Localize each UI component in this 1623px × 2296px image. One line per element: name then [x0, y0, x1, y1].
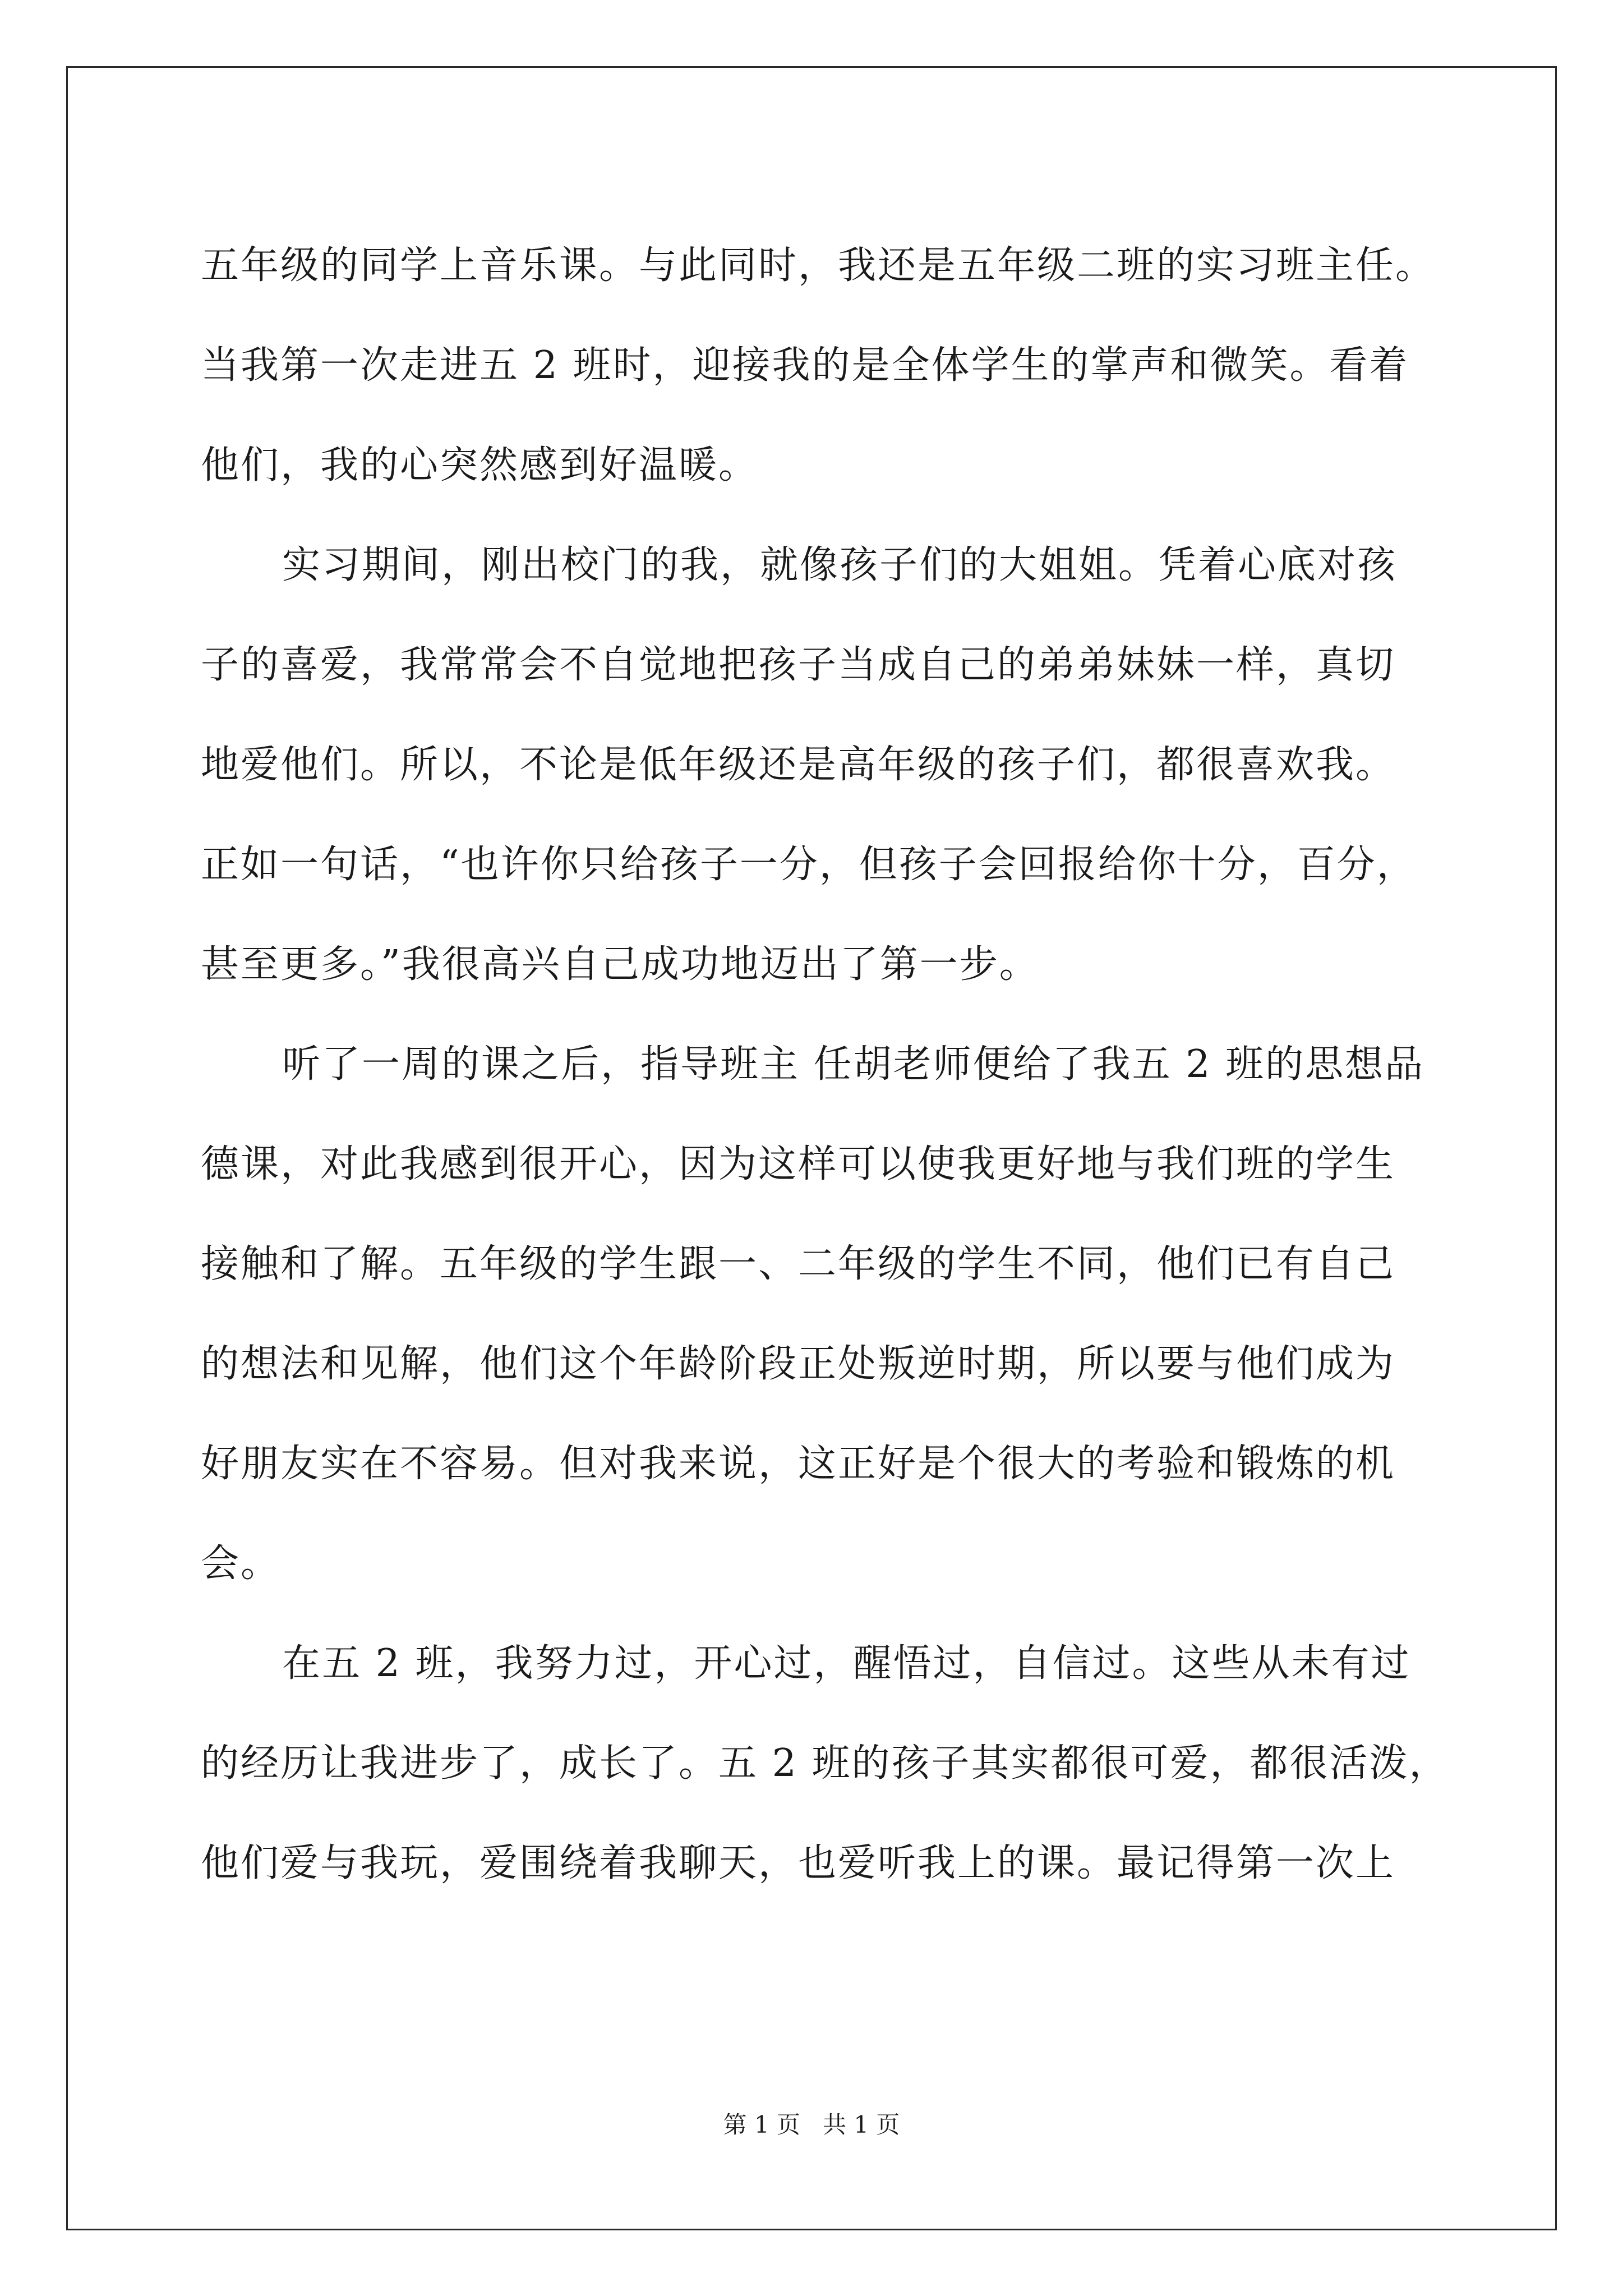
- text-line: 德课，对此我感到很开心，因为这样可以使我更好地与我们班的学生: [201, 1142, 1396, 1186]
- text-line: 好朋友实在不容易。但对我来说，这正好是个很大的考验和锻炼的机: [201, 1442, 1396, 1486]
- page-footer: [0, 2106, 1623, 2140]
- text-line: 子的喜爱，我常常会不自觉地把孩子当成自己的弟弟妹妹一样，真切: [201, 643, 1396, 687]
- paragraph-first-line: 在五 2 班，我努力过，开心过，醒悟过，自信过。这些从未有过: [282, 1641, 1411, 1686]
- text-line: 当我第一次走进五 2 班时，迎接我的是全体学生的掌声和微笑。看着: [201, 343, 1409, 388]
- text-line: 地爱他们。所以，不论是低年级还是高年级的孩子们，都很喜欢我。: [201, 743, 1396, 787]
- text-line: 甚至更多。”我很高兴自己成功地迈出了第一步。: [201, 942, 1039, 987]
- paragraph-first-line: 实习期间，刚出校门的我，就像孩子们的大姐姐。凭着心底对孩: [282, 543, 1398, 587]
- text-line: 正如一句话，“也许你只给孩子一分，但孩子会回报给你十分，百分，: [201, 843, 1417, 887]
- text-line: 五年级的同学上音乐课。与此同时，我还是五年级二班的实习班主任。: [201, 243, 1436, 288]
- text-line: 的想法和见解，他们这个年龄阶段正处叛逆时期，所以要与他们成为: [201, 1342, 1396, 1386]
- text-line: 会。: [201, 1542, 281, 1586]
- page-total: 共 1 页: [823, 2111, 900, 2138]
- page-number: 第 1 页: [723, 2111, 800, 2138]
- document-body: [201, 216, 1463, 1913]
- text-line: 他们爱与我玩，爱围绕着我聊天，也爱听我上的课。最记得第一次上: [201, 1841, 1396, 1885]
- paragraph-first-line: 听了一周的课之后，指导班主 任胡老师便给了我五 2 班的思想品: [282, 1042, 1425, 1087]
- text-line: 的经历让我进步了，成长了。五 2 班的孩子其实都很可爱，都很活泼，: [201, 1741, 1449, 1786]
- text-line: 他们，我的心突然感到好温暖。: [201, 443, 759, 487]
- text-line: 接触和了解。五年级的学生跟一、二年级的学生不同，他们已有自己: [201, 1242, 1396, 1286]
